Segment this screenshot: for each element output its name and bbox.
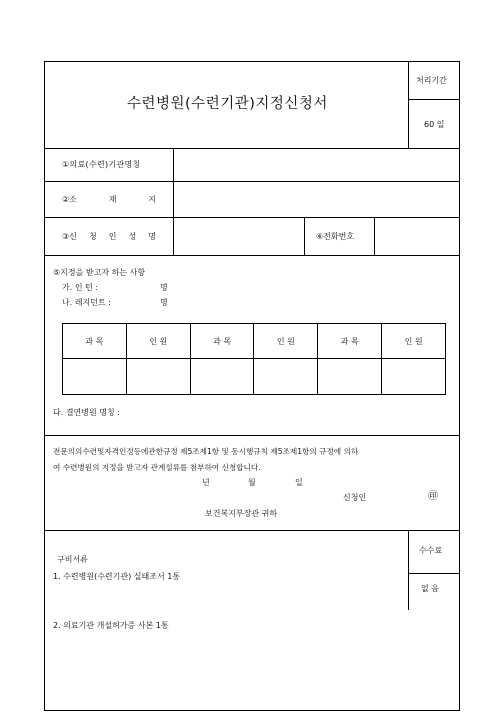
processing-value: 60 일 [424, 120, 445, 129]
department-table-header [63, 324, 446, 359]
department-table-row [63, 359, 446, 395]
dept-header-subject-1: 과 목 [63, 324, 127, 359]
department-table [62, 323, 446, 395]
location-label: ②소 재 지 [62, 195, 156, 204]
phone-field[interactable] [376, 219, 457, 253]
dept-header-count-2: 인 원 [254, 324, 318, 359]
affiliated-hospital-label: 다. 결연병원 명칭 : [53, 408, 120, 417]
resident-label: 나. 레지던트 : [62, 298, 111, 307]
dept-cell-count-3[interactable] [382, 359, 446, 395]
declaration-line-1: 전문의의수련및자격인정등에관한규정 제5조제1항 및 동시행규칙 제5조제1항의 규정에 의하 [53, 447, 359, 456]
dept-cell-subject-1[interactable] [63, 359, 127, 395]
rule-label-column [173, 148, 174, 255]
rule-processing-left [408, 62, 409, 148]
dept-header-count-3: 인 원 [382, 324, 446, 359]
addressee: 보건복지부장관 귀하 [205, 509, 278, 518]
documents-heading: 구비서류 [57, 555, 88, 564]
rule-row1-bottom [45, 181, 459, 182]
phone-label: ④전화번호 [316, 232, 355, 241]
fee-label: 수수료 [419, 546, 443, 555]
date-day: 일 [295, 478, 303, 487]
applicant-name-field[interactable] [175, 219, 302, 253]
resident-unit: 명 [160, 298, 168, 307]
dept-header-count-1: 인 원 [126, 324, 190, 359]
rule-phone-right [374, 217, 375, 255]
form-title: 수련병원(수련기관)지정신청서 [127, 96, 328, 112]
dept-cell-count-1[interactable] [126, 359, 190, 395]
applicant-name-label: ③신 청 인 성 명 [62, 232, 156, 241]
rule-processing-split [408, 99, 459, 100]
rule-designation-bottom [45, 435, 459, 436]
rule-fee-split [408, 573, 459, 574]
application-form [44, 61, 460, 711]
dept-header-subject-3: 과 목 [318, 324, 382, 359]
dept-cell-subject-3[interactable] [318, 359, 382, 395]
rule-row3-bottom [45, 255, 459, 256]
rule-title-bottom [45, 148, 459, 149]
date-year: 년 [202, 478, 210, 487]
dept-cell-subject-2[interactable] [190, 359, 254, 395]
rule-fee-left [408, 530, 409, 610]
dept-cell-count-2[interactable] [254, 359, 318, 395]
rule-declaration-bottom [45, 530, 459, 531]
designation-heading: ⑤지정을 받고자 하는 사항 [53, 268, 146, 277]
dept-header-subject-2: 과 목 [190, 324, 254, 359]
document-item-1: 1. 수련병원(수련기관) 실태조서 1통 [53, 572, 181, 581]
intern-unit: 명 [160, 283, 168, 292]
fee-value: 없 음 [421, 584, 439, 593]
intern-label: 가. 인 턴 : [62, 283, 99, 292]
date-month: 월 [248, 478, 256, 487]
seal-mark: ㊞ [428, 491, 438, 502]
institution-name-field[interactable] [175, 150, 457, 179]
rule-phone-left [304, 217, 305, 255]
location-field[interactable] [175, 183, 457, 215]
rule-row2-bottom [45, 217, 459, 218]
institution-name-label: ①의료(수련)기관명칭 [62, 160, 141, 169]
document-item-2: 2. 의료기관 개설허가증 사본 1통 [53, 621, 169, 630]
processing-label: 처리기간 [416, 76, 447, 85]
applicant-signature-label: 신청인 [343, 493, 367, 502]
declaration-line-2: 여 수련병원의 지정을 받고자 관계설류를 첨부하여 신청합니다. [53, 463, 261, 472]
